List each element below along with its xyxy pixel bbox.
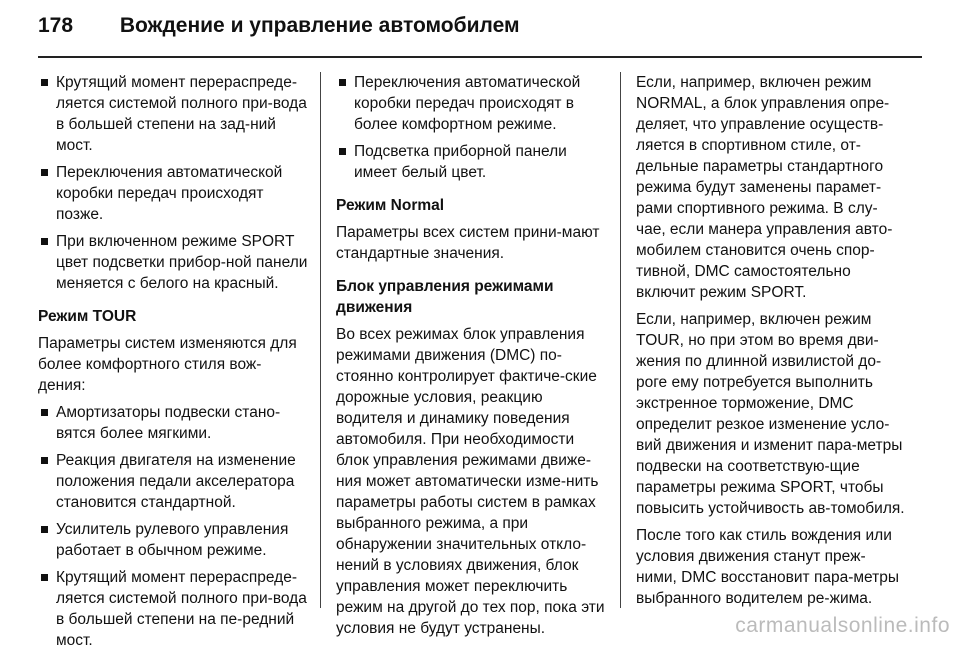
list-item: Переключения автоматической коробки передач происходят в более комфортном режиме. (336, 72, 606, 135)
square-bullet-icon (41, 238, 48, 245)
column-1 (38, 72, 308, 657)
normal-heading: Режим Normal (336, 197, 445, 214)
square-bullet-icon (41, 169, 48, 176)
column-divider-1 (320, 72, 321, 608)
tour-intro: Параметры систем изменяются для более комфортного стиля вож-дения: (38, 335, 297, 394)
square-bullet-icon (339, 79, 346, 86)
column-2 (336, 72, 606, 645)
square-bullet-icon (41, 79, 48, 86)
list-item: Подсветка приборной панели имеет белый цвет. (336, 141, 606, 183)
normal-text: Параметры всех систем прини-мают стандартные значения. (336, 224, 600, 262)
page-number: 178 (38, 14, 74, 37)
column-3 (636, 72, 906, 615)
watermark: carmanualsonline.info (735, 614, 950, 637)
page-title: Вождение и управление автомобилем (119, 14, 520, 37)
paragraph-restore: После того как стиль вождения или условия движения станут преж-ними, DMC восстановит пара-метры выбранного водителем ре-жима. (636, 527, 899, 607)
paragraph-tour-example: Если, например, включен режим TOUR, но при этом во время дви-жения по длинной извилистой до-роге ему потребуется выполнить экстренное торможение, DMC определит резкое изменение усло-вий движения и изменит пара-метры подвески на соответствую-щие параметры режима SPORT, чтобы повысить устойчивость ав-томобиля. (636, 311, 905, 517)
column-divider-2 (620, 72, 621, 608)
list-item: Реакция двигателя на изменение положения педали акселератора становится стандартной. (38, 450, 308, 513)
tour-heading: Режим TOUR (38, 308, 137, 325)
header-rule (38, 56, 922, 58)
square-bullet-icon (41, 574, 48, 581)
square-bullet-icon (339, 148, 346, 155)
list-item: Усилитель рулевого управления работает в обычном режиме. (38, 519, 308, 561)
list-item: Переключения автоматической коробки передач происходят позже. (38, 162, 308, 225)
square-bullet-icon (41, 409, 48, 416)
list-item: При включенном режиме SPORT цвет подсветки прибор-ной панели меняется с белого на красный. (38, 231, 308, 294)
dmc-text: Во всех режимах блок управления режимами движения (DMC) по-стоянно контролирует фактиче-ские дорожные условия, реакцию водителя и динамику поведения автомобиля. При необходимости блок управления режимами движе-ния может автоматически изме-нить параметры работы систем в рамках выбранного режима, а при обнаружении значительных откло-нений в условиях движения, блок управления может переключить режим на другой до тех пор, пока эти условия не будут устранены. (336, 326, 605, 637)
list-item: Крутящий момент перераспреде-ляется системой полного при-вода в большей степени на зад-ний мост. (38, 72, 308, 156)
list-item: Амортизаторы подвески стано-вятся более мягкими. (38, 402, 308, 444)
tour-bullet-list (38, 402, 308, 651)
list-item: Крутящий момент перераспреде-ляется системой полного при-вода в большей степени на пе-редний мост. (38, 567, 308, 651)
dmc-heading: Блок управления режимами движения (336, 278, 554, 316)
square-bullet-icon (41, 526, 48, 533)
paragraph-normal-example: Если, например, включен режим NORMAL, а блок управления опре-деляет, что управление осуществ-ляется в спортивном стиле, от-дельные параметры стандартного режима будут заменены парамет-рами спортивного режима. В слу-чае, если манера управления авто-мобилем становится очень спор-тивной, DMC самостоятельно включит режим SPORT. (636, 74, 893, 301)
page-header (38, 14, 922, 38)
tour-bullet-list-continued (336, 72, 606, 183)
sport-bullet-list (38, 72, 308, 294)
square-bullet-icon (41, 457, 48, 464)
